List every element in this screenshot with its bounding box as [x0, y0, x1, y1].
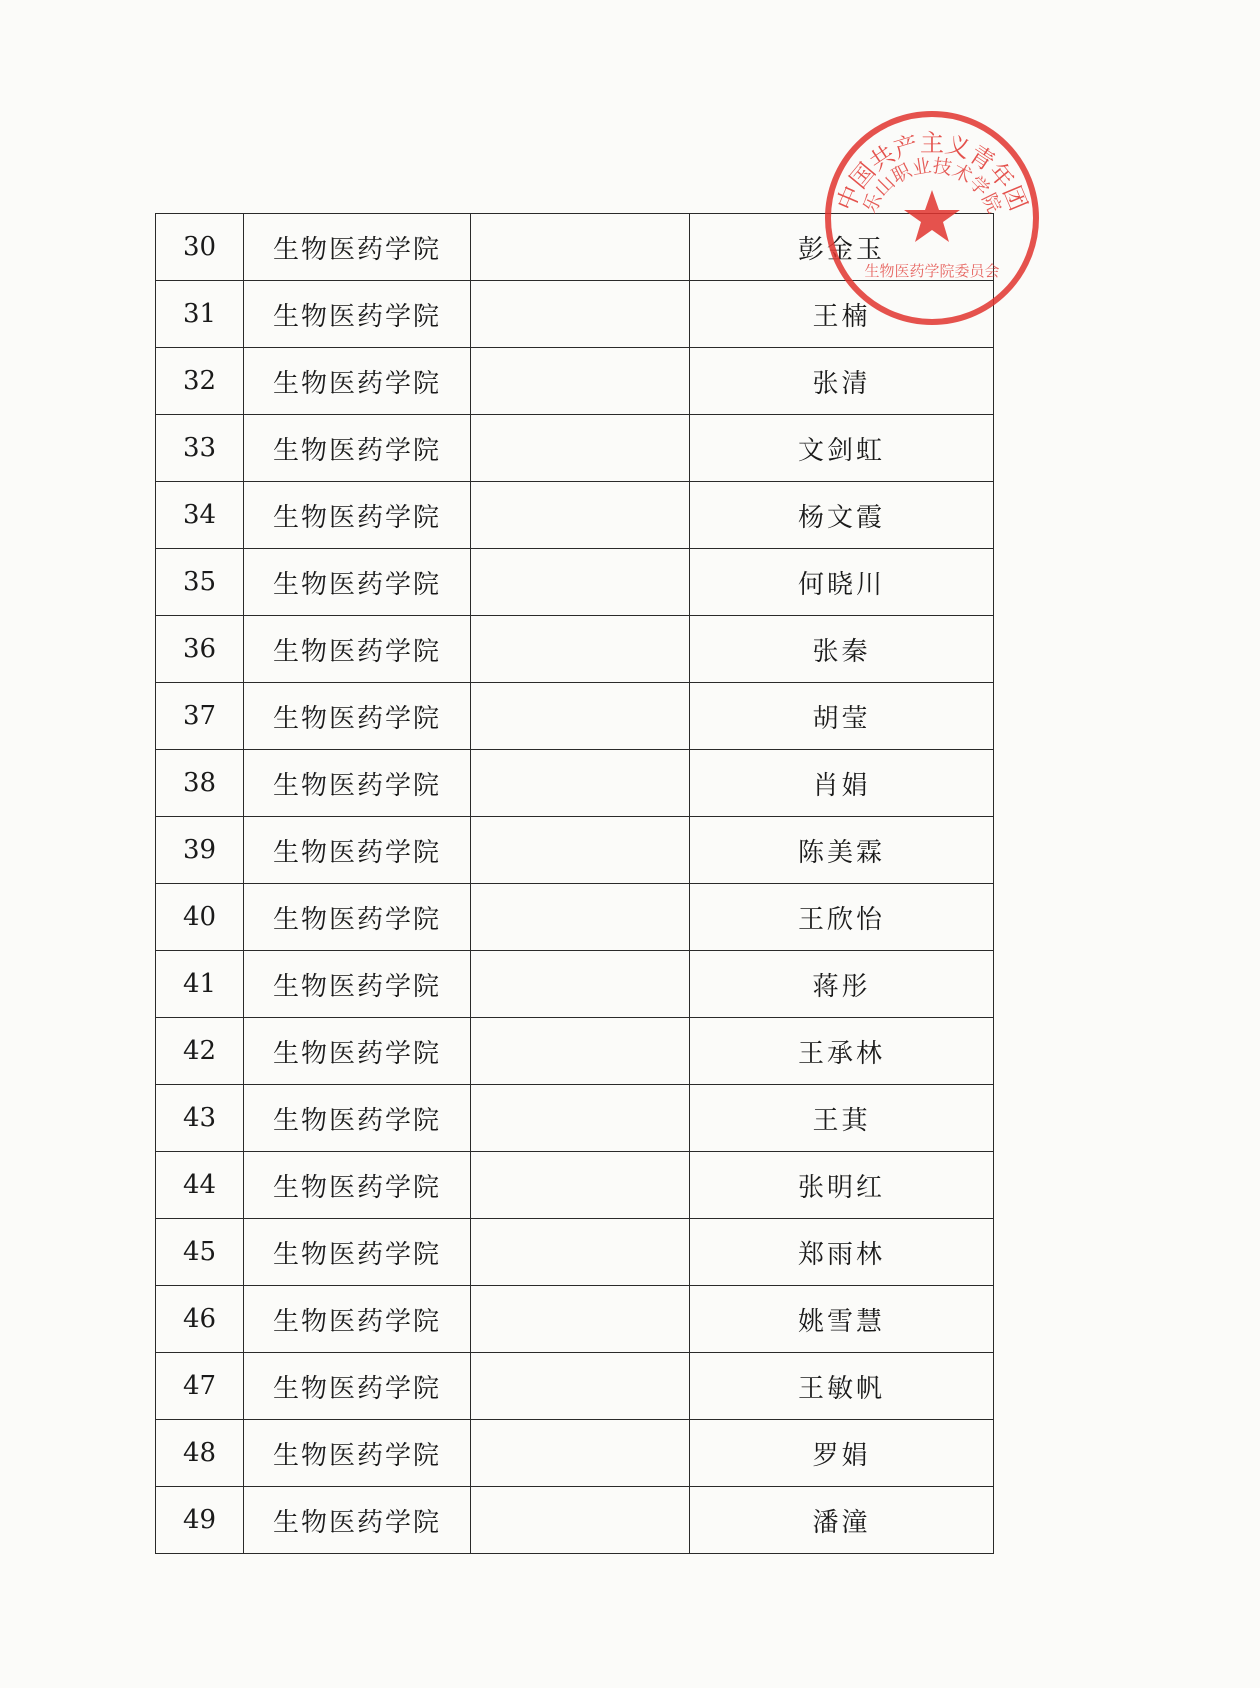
- blank-cell: [471, 1487, 690, 1554]
- name-cell: 陈美霖: [690, 817, 994, 884]
- seal-inner-text: 乐山职业技术学院: [858, 154, 1006, 217]
- college-cell: 生物医药学院: [244, 817, 471, 884]
- row-number-cell: 33: [156, 415, 244, 482]
- blank-cell: [471, 1286, 690, 1353]
- name-cell: 张清: [690, 348, 994, 415]
- blank-cell: [471, 817, 690, 884]
- name-cell: 张秦: [690, 616, 994, 683]
- name-cell: 王承林: [690, 1018, 994, 1085]
- blank-cell: [471, 348, 690, 415]
- table-row: [156, 1085, 994, 1152]
- table-row: [156, 549, 994, 616]
- table-row: [156, 1152, 994, 1219]
- row-number-cell: 37: [156, 683, 244, 750]
- name-cell: 文剑虹: [690, 415, 994, 482]
- name-cell: 王楠: [690, 281, 994, 348]
- table-row: [156, 1353, 994, 1420]
- college-cell: 生物医药学院: [244, 1085, 471, 1152]
- row-number-cell: 42: [156, 1018, 244, 1085]
- blank-cell: [471, 1420, 690, 1487]
- college-cell: 生物医药学院: [244, 1286, 471, 1353]
- table-row: [156, 214, 994, 281]
- name-cell: 姚雪慧: [690, 1286, 994, 1353]
- blank-cell: [471, 683, 690, 750]
- table-row: [156, 616, 994, 683]
- name-cell: 郑雨林: [690, 1219, 994, 1286]
- college-cell: 生物医药学院: [244, 1487, 471, 1554]
- blank-cell: [471, 1353, 690, 1420]
- table-row: [156, 415, 994, 482]
- college-cell: 生物医药学院: [244, 1219, 471, 1286]
- row-number-cell: 34: [156, 482, 244, 549]
- table-row: [156, 281, 994, 348]
- name-cell: 彭金玉: [690, 214, 994, 281]
- college-cell: 生物医药学院: [244, 415, 471, 482]
- table-row: [156, 1286, 994, 1353]
- college-cell: 生物医药学院: [244, 482, 471, 549]
- name-cell: 罗娟: [690, 1420, 994, 1487]
- row-number-cell: 40: [156, 884, 244, 951]
- blank-cell: [471, 415, 690, 482]
- college-cell: 生物医药学院: [244, 1420, 471, 1487]
- college-cell: 生物医药学院: [244, 1018, 471, 1085]
- row-number-cell: 41: [156, 951, 244, 1018]
- blank-cell: [471, 549, 690, 616]
- table-row: [156, 482, 994, 549]
- row-number-cell: 36: [156, 616, 244, 683]
- name-cell: 蒋彤: [690, 951, 994, 1018]
- college-cell: 生物医药学院: [244, 348, 471, 415]
- college-cell: 生物医药学院: [244, 951, 471, 1018]
- table-row: [156, 1219, 994, 1286]
- row-number-cell: 49: [156, 1487, 244, 1554]
- table-row: [156, 1018, 994, 1085]
- name-cell: 何晓川: [690, 549, 994, 616]
- table-row: [156, 884, 994, 951]
- name-cell: 张明红: [690, 1152, 994, 1219]
- blank-cell: [471, 616, 690, 683]
- row-number-cell: 38: [156, 750, 244, 817]
- college-cell: 生物医药学院: [244, 884, 471, 951]
- row-number-cell: 45: [156, 1219, 244, 1286]
- blank-cell: [471, 214, 690, 281]
- table-row: [156, 951, 994, 1018]
- row-number-cell: 46: [156, 1286, 244, 1353]
- seal-outer-text: 中国共产主义青年团: [831, 129, 1033, 215]
- blank-cell: [471, 750, 690, 817]
- college-cell: 生物医药学院: [244, 549, 471, 616]
- row-number-cell: 48: [156, 1420, 244, 1487]
- table-row: [156, 683, 994, 750]
- row-number-cell: 39: [156, 817, 244, 884]
- college-cell: 生物医药学院: [244, 750, 471, 817]
- college-cell: 生物医药学院: [244, 214, 471, 281]
- row-number-cell: 32: [156, 348, 244, 415]
- blank-cell: [471, 482, 690, 549]
- college-cell: 生物医药学院: [244, 1353, 471, 1420]
- table-row: [156, 1487, 994, 1554]
- blank-cell: [471, 884, 690, 951]
- name-cell: 王萁: [690, 1085, 994, 1152]
- row-number-cell: 35: [156, 549, 244, 616]
- blank-cell: [471, 1152, 690, 1219]
- roster-table: [155, 213, 994, 1554]
- blank-cell: [471, 951, 690, 1018]
- table-row: [156, 750, 994, 817]
- blank-cell: [471, 281, 690, 348]
- name-cell: 肖娟: [690, 750, 994, 817]
- college-cell: 生物医药学院: [244, 683, 471, 750]
- blank-cell: [471, 1085, 690, 1152]
- roster-table-body: [156, 214, 994, 1554]
- row-number-cell: 43: [156, 1085, 244, 1152]
- name-cell: 胡莹: [690, 683, 994, 750]
- college-cell: 生物医药学院: [244, 616, 471, 683]
- name-cell: 潘潼: [690, 1487, 994, 1554]
- college-cell: 生物医药学院: [244, 1152, 471, 1219]
- name-cell: 杨文霞: [690, 482, 994, 549]
- row-number-cell: 30: [156, 214, 244, 281]
- row-number-cell: 47: [156, 1353, 244, 1420]
- seal-bottom-text: 生物医药学院委员会: [864, 262, 1000, 280]
- college-cell: 生物医药学院: [244, 281, 471, 348]
- row-number-cell: 44: [156, 1152, 244, 1219]
- table-row: [156, 817, 994, 884]
- row-number-cell: 31: [156, 281, 244, 348]
- name-cell: 王欣怡: [690, 884, 994, 951]
- table-row: [156, 1420, 994, 1487]
- blank-cell: [471, 1219, 690, 1286]
- name-cell: 王敏帆: [690, 1353, 994, 1420]
- table-row: [156, 348, 994, 415]
- blank-cell: [471, 1018, 690, 1085]
